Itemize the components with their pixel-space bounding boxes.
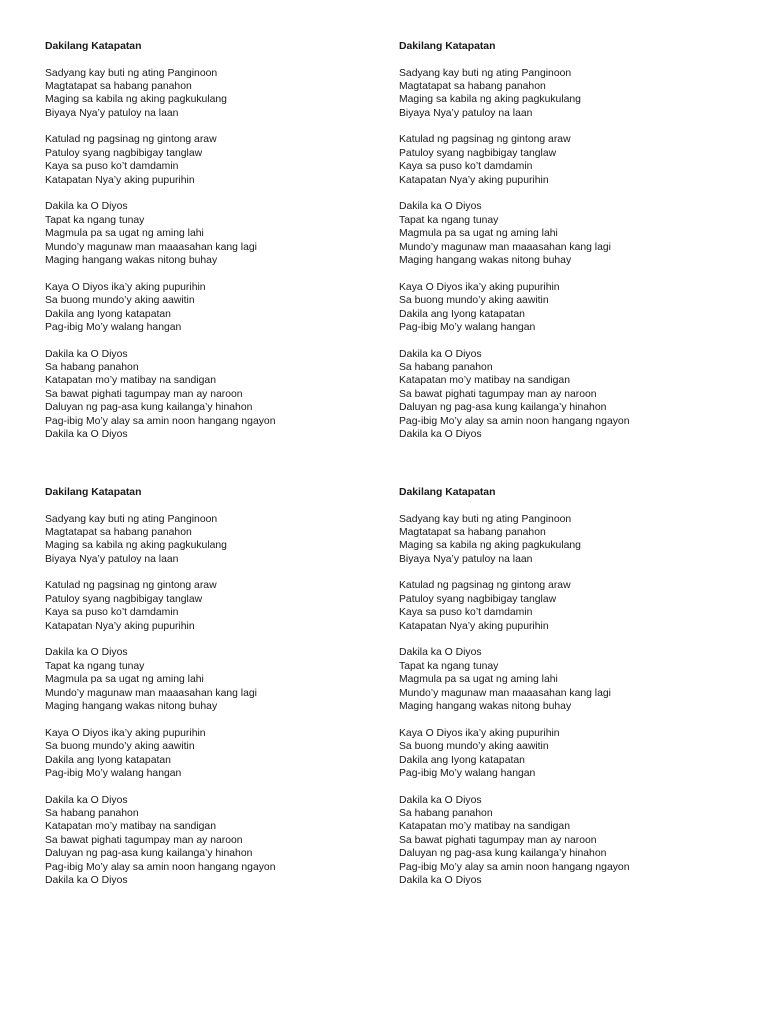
lyric-line: Magtatapat sa habang panahon bbox=[399, 80, 546, 92]
lyric-line: Magtatapat sa habang panahon bbox=[45, 526, 192, 538]
lyric-line: Dakila ka O Diyos bbox=[45, 429, 128, 441]
lyric-line: Daluyan ng pag-asa kung kailanga’y hinahon bbox=[399, 402, 607, 414]
lyric-block-top-right bbox=[399, 40, 739, 455]
stanza bbox=[399, 67, 739, 121]
lyric-line: Kaya sa puso ko’t damdamin bbox=[45, 607, 179, 619]
stanza bbox=[399, 281, 739, 335]
lyric-line: Biyaya Nya’y patuloy na laan bbox=[45, 107, 179, 119]
lyric-line: Mundo’y magunaw man maaasahan kang lagi bbox=[45, 687, 257, 699]
lyric-line: Sa habang panahon bbox=[399, 808, 493, 820]
lyric-line: Dakila ka O Diyos bbox=[399, 794, 482, 806]
lyric-line: Patuloy syang nagbibigay tanglaw bbox=[45, 147, 203, 159]
lyric-line: Tapat ka ngang tunay bbox=[399, 214, 499, 226]
stanza bbox=[45, 579, 385, 633]
lyric-line: Dakila ka O Diyos bbox=[399, 348, 482, 360]
lyric-line: Pag-ibig Mo’y alay sa amin noon hangang ngayon bbox=[399, 861, 630, 873]
lyric-line: Sadyang kay buti ng ating Panginoon bbox=[399, 67, 572, 79]
stanza bbox=[45, 794, 385, 888]
lyric-line: Pag-ibig Mo’y walang hangan bbox=[45, 767, 182, 779]
lyric-line: Sa bawat pighati tagumpay man ay naroon bbox=[399, 834, 597, 846]
stanza bbox=[45, 281, 385, 335]
stanza bbox=[399, 579, 739, 633]
stanza bbox=[399, 200, 739, 267]
lyric-line: Katapatan Nya’y aking pupurihin bbox=[399, 620, 549, 632]
lyric-line: Katulad ng pagsinag ng gintong araw bbox=[45, 134, 217, 146]
lyric-line: Mundo’y magunaw man maaasahan kang lagi bbox=[399, 687, 611, 699]
lyric-line: Magtatapat sa habang panahon bbox=[399, 526, 546, 538]
lyric-line: Dakila ang Iyong katapatan bbox=[399, 308, 525, 320]
stanza bbox=[399, 727, 739, 781]
lyric-line: Biyaya Nya’y patuloy na laan bbox=[399, 553, 533, 565]
lyric-line: Kaya O Diyos ika’y aking pupurihin bbox=[399, 281, 560, 293]
lyric-line: Pag-ibig Mo’y walang hangan bbox=[399, 767, 536, 779]
lyric-line: Pag-ibig Mo’y alay sa amin noon hangang ngayon bbox=[399, 415, 630, 427]
stanza bbox=[45, 646, 385, 713]
lyric-line: Sa buong mundo’y aking aawitin bbox=[45, 295, 195, 307]
lyric-block-bottom-right bbox=[399, 486, 739, 901]
lyric-line: Sadyang kay buti ng ating Panginoon bbox=[45, 513, 218, 525]
lyric-line: Sadyang kay buti ng ating Panginoon bbox=[399, 513, 572, 525]
lyric-line: Tapat ka ngang tunay bbox=[45, 214, 145, 226]
lyric-line: Katapatan mo’y matibay na sandigan bbox=[399, 821, 570, 833]
lyric-line: Maging sa kabila ng aking pagkukulang bbox=[45, 94, 227, 106]
lyric-line: Sa habang panahon bbox=[399, 362, 493, 374]
song-title: Dakilang Katapatan bbox=[399, 487, 496, 498]
lyric-line: Dakila ka O Diyos bbox=[45, 201, 128, 213]
lyric-line: Kaya sa puso ko’t damdamin bbox=[399, 607, 533, 619]
stanza bbox=[399, 513, 739, 567]
lyric-line: Sa bawat pighati tagumpay man ay naroon bbox=[399, 388, 597, 400]
lyric-line: Katulad ng pagsinag ng gintong araw bbox=[399, 134, 571, 146]
lyric-line: Daluyan ng pag-asa kung kailanga’y hinahon bbox=[45, 402, 253, 414]
lyric-line: Maging hangang wakas nitong buhay bbox=[399, 700, 572, 712]
lyric-line: Pag-ibig Mo’y walang hangan bbox=[399, 321, 536, 333]
song-title: Dakilang Katapatan bbox=[45, 41, 142, 52]
lyric-line: Magmula pa sa ugat ng aming lahi bbox=[399, 228, 558, 240]
lyric-line: Dakila ang Iyong katapatan bbox=[45, 308, 171, 320]
lyric-line: Biyaya Nya’y patuloy na laan bbox=[45, 553, 179, 565]
stanza bbox=[399, 133, 739, 187]
lyric-line: Kaya O Diyos ika’y aking pupurihin bbox=[45, 281, 206, 293]
lyric-line: Pag-ibig Mo’y alay sa amin noon hangang ngayon bbox=[45, 861, 276, 873]
lyric-line: Maging sa kabila ng aking pagkukulang bbox=[399, 94, 581, 106]
lyric-line: Maging sa kabila ng aking pagkukulang bbox=[399, 540, 581, 552]
lyric-line: Maging sa kabila ng aking pagkukulang bbox=[45, 540, 227, 552]
song-title: Dakilang Katapatan bbox=[45, 487, 142, 498]
lyric-line: Dakila ka O Diyos bbox=[45, 875, 128, 887]
lyric-line: Sadyang kay buti ng ating Panginoon bbox=[45, 67, 218, 79]
lyric-line: Dakila ka O Diyos bbox=[399, 875, 482, 887]
lyric-line: Magmula pa sa ugat ng aming lahi bbox=[399, 674, 558, 686]
lyric-line: Dakila ka O Diyos bbox=[399, 201, 482, 213]
stanza bbox=[399, 348, 739, 442]
lyric-line: Katapatan mo’y matibay na sandigan bbox=[45, 821, 216, 833]
stanza bbox=[45, 348, 385, 442]
lyric-line: Sa buong mundo’y aking aawitin bbox=[399, 741, 549, 753]
lyric-line: Maging hangang wakas nitong buhay bbox=[45, 254, 218, 266]
lyric-line: Pag-ibig Mo’y walang hangan bbox=[45, 321, 182, 333]
lyric-line: Mundo’y magunaw man maaasahan kang lagi bbox=[399, 241, 611, 253]
stanza bbox=[45, 133, 385, 187]
lyric-line: Katulad ng pagsinag ng gintong araw bbox=[45, 580, 217, 592]
lyric-line: Daluyan ng pag-asa kung kailanga’y hinahon bbox=[399, 848, 607, 860]
lyric-block-top-left bbox=[45, 40, 385, 455]
lyric-line: Dakila ka O Diyos bbox=[45, 647, 128, 659]
lyric-line: Dakila ka O Diyos bbox=[45, 348, 128, 360]
lyric-line: Dakila ka O Diyos bbox=[45, 794, 128, 806]
song-title: Dakilang Katapatan bbox=[399, 41, 496, 52]
lyric-line: Katapatan Nya’y aking pupurihin bbox=[45, 174, 195, 186]
lyric-line: Maging hangang wakas nitong buhay bbox=[399, 254, 572, 266]
stanza bbox=[45, 513, 385, 567]
lyric-line: Magmula pa sa ugat ng aming lahi bbox=[45, 674, 204, 686]
lyric-line: Tapat ka ngang tunay bbox=[399, 660, 499, 672]
stanza bbox=[45, 67, 385, 121]
lyric-line: Patuloy syang nagbibigay tanglaw bbox=[399, 147, 557, 159]
stanza bbox=[399, 794, 739, 888]
stanza bbox=[399, 646, 739, 713]
lyric-line: Sa habang panahon bbox=[45, 362, 139, 374]
lyric-line: Sa buong mundo’y aking aawitin bbox=[399, 295, 549, 307]
lyric-line: Katapatan Nya’y aking pupurihin bbox=[45, 620, 195, 632]
lyric-line: Sa bawat pighati tagumpay man ay naroon bbox=[45, 388, 243, 400]
lyric-line: Magmula pa sa ugat ng aming lahi bbox=[45, 228, 204, 240]
lyric-line: Daluyan ng pag-asa kung kailanga’y hinahon bbox=[45, 848, 253, 860]
stanza bbox=[45, 727, 385, 781]
lyric-block-bottom-left bbox=[45, 486, 385, 901]
lyric-line: Dakila ka O Diyos bbox=[399, 647, 482, 659]
lyric-line: Kaya sa puso ko’t damdamin bbox=[399, 161, 533, 173]
lyric-line: Sa bawat pighati tagumpay man ay naroon bbox=[45, 834, 243, 846]
lyric-line: Katapatan Nya’y aking pupurihin bbox=[399, 174, 549, 186]
lyric-line: Sa habang panahon bbox=[45, 808, 139, 820]
lyric-line: Dakila ka O Diyos bbox=[399, 429, 482, 441]
lyric-line: Tapat ka ngang tunay bbox=[45, 660, 145, 672]
lyric-line: Katapatan mo’y matibay na sandigan bbox=[45, 375, 216, 387]
lyric-line: Katulad ng pagsinag ng gintong araw bbox=[399, 580, 571, 592]
lyric-line: Magtatapat sa habang panahon bbox=[45, 80, 192, 92]
stanza bbox=[45, 200, 385, 267]
lyric-line: Sa buong mundo’y aking aawitin bbox=[45, 741, 195, 753]
lyric-line: Kaya sa puso ko’t damdamin bbox=[45, 161, 179, 173]
lyric-line: Kaya O Diyos ika’y aking pupurihin bbox=[45, 727, 206, 739]
lyric-line: Kaya O Diyos ika’y aking pupurihin bbox=[399, 727, 560, 739]
lyric-line: Patuloy syang nagbibigay tanglaw bbox=[399, 593, 557, 605]
lyric-line: Maging hangang wakas nitong buhay bbox=[45, 700, 218, 712]
lyric-line: Patuloy syang nagbibigay tanglaw bbox=[45, 593, 203, 605]
lyric-line: Mundo’y magunaw man maaasahan kang lagi bbox=[45, 241, 257, 253]
lyric-line: Biyaya Nya’y patuloy na laan bbox=[399, 107, 533, 119]
lyric-line: Dakila ang Iyong katapatan bbox=[45, 754, 171, 766]
lyric-line: Pag-ibig Mo’y alay sa amin noon hangang ngayon bbox=[45, 415, 276, 427]
lyric-line: Dakila ang Iyong katapatan bbox=[399, 754, 525, 766]
lyric-line: Katapatan mo’y matibay na sandigan bbox=[399, 375, 570, 387]
